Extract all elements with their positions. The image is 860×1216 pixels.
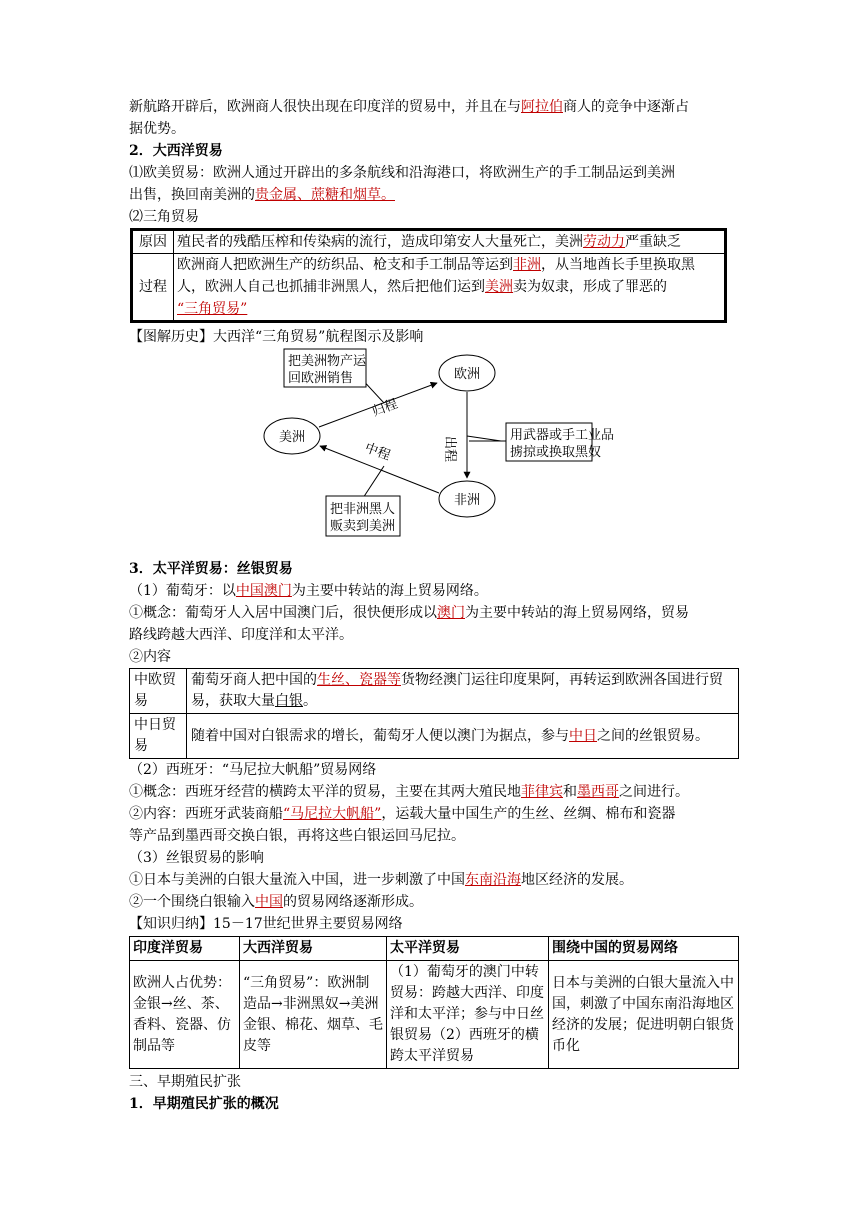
highlight-philippines: 菲律宾 (521, 784, 563, 800)
section-pacific-title: 3．太平洋贸易：丝银贸易 (129, 561, 293, 577)
summary-header: 大西洋贸易 (240, 937, 387, 961)
text: ，从当地酋长手里换取黑人，欧洲人自己也抓捕非洲黑人，然后把他们运到 (177, 257, 695, 295)
row-key-process: 过程 (132, 254, 174, 322)
text: 出售，换回南美洲的 (129, 187, 255, 203)
text: ①概念：西班牙经营的横跨太平洋的贸易，主要在其两大殖民地 (129, 784, 521, 800)
text: 。 (303, 693, 317, 709)
label-out: 出程 (442, 436, 457, 463)
text: ②一个围绕白银输入 (129, 894, 255, 910)
next-section-subheading: 1．早期殖民扩张的概况 (129, 1096, 279, 1112)
text: 欧洲商人把欧洲生产的纺织品、枪支和手工制品等运到 (177, 257, 513, 273)
text: 的贸易网络逐渐形成。 (283, 894, 423, 910)
summary-title: 【知识归纳】15－17世纪世界主要贸易网络 (129, 916, 403, 932)
label-middle: 中程 (362, 440, 393, 464)
summary-header: 太平洋贸易 (387, 937, 549, 961)
highlight-manila-galleon: “马尼拉大帆船” (283, 806, 382, 822)
highlight-america: 美洲 (485, 279, 513, 295)
summary-cell-atlantic: “三角贸易”：欧洲制造品→非洲黑奴→美洲金银、棉花、烟草、毛皮等 (240, 961, 387, 1069)
highlight-silver: 白银 (275, 693, 303, 709)
row-value-cause (174, 230, 726, 254)
intro-line2: 据优势。 (129, 121, 185, 137)
highlight-arab: 阿拉伯 (521, 99, 563, 115)
text: 地区经济的发展。 (521, 872, 633, 888)
box-out-line1: 用武器或手工业品 (510, 428, 615, 443)
summary-header: 围绕中国的贸易网络 (549, 937, 739, 961)
euro-america-trade-line2 (129, 184, 739, 206)
leader-middle (363, 466, 384, 498)
row-value-china-japan (187, 714, 739, 759)
portugal-line (129, 580, 739, 602)
triangle-trade-title: ⑵三角贸易 (129, 209, 199, 225)
text: 为主要中转站的海上贸易网络，贸易 (465, 605, 689, 621)
summary-cell-indian-ocean: 欧洲人占优势：金银→丝、茶、香料、瓷器、仿制品等 (130, 961, 240, 1069)
summary-row (130, 961, 739, 1069)
next-section-heading: 三、早期殖民扩张 (129, 1074, 241, 1090)
box-return-line2: 回欧洲销售 (288, 371, 354, 386)
text: （1）葡萄牙：以 (129, 583, 236, 599)
text: 殖民者的残酷压榨和传染病的流行，造成印第安人大量死亡，美洲 (177, 234, 583, 250)
highlight-china-japan: 中日 (569, 727, 597, 744)
text: ①日本与美洲的白银大量流入中国，进一步刺激了中国 (129, 872, 465, 888)
highlight-mexico: 墨西哥 (577, 784, 619, 800)
label-return: 归程 (370, 396, 400, 420)
box-middle-line2: 贩卖到美洲 (330, 519, 396, 534)
triangle-trade-table (130, 228, 727, 323)
text: ②内容：西班牙武装商船 (129, 806, 283, 822)
highlight-triangle: “三角贸易” (177, 301, 248, 317)
text: ①概念：葡萄牙人入居中国澳门后，很快便形成以 (129, 605, 437, 621)
intro-text: 商人的竞争中逐渐占 (563, 99, 689, 115)
row-key-china-europe: 中欧贸易 (130, 669, 187, 714)
table-row (132, 230, 726, 254)
spain-title: （2）西班牙：“马尼拉大帆船”贸易网络 (129, 762, 377, 778)
summary-table (129, 936, 739, 1069)
node-africa-label: 非洲 (453, 493, 481, 508)
highlight-southeast-coast: 东南沿海 (465, 872, 521, 888)
diagram-svg (264, 348, 615, 558)
spain-content-line2: 等产品到墨西哥交换白银，再将这些白银运回马尼拉。 (129, 828, 465, 844)
summary-cell-china-network: 日本与美洲的白银大量流入中国，刺激了中国东南沿海地区经济的发展；促进明朝白银货币化 (549, 961, 739, 1069)
highlight-macau: 澳门 (437, 605, 465, 621)
text: 卖为奴隶，形成了罪恶的 (513, 279, 667, 295)
summary-header-row (130, 937, 739, 961)
impact-line2 (129, 891, 739, 913)
text: 为主要中转站的海上贸易网络。 (291, 583, 488, 599)
row-key-china-japan: 中日贸易 (130, 714, 187, 759)
portugal-content-title: ②内容 (129, 649, 171, 665)
summary-header: 印度洋贸易 (130, 937, 240, 961)
impact-title: （3）丝银贸易的影响 (129, 850, 264, 866)
highlight-macau-china: 中国澳门 (235, 583, 292, 599)
text: 和 (563, 784, 577, 800)
row-value-process (174, 254, 726, 322)
text: ，运载大量中国生产的生丝、丝绸、棉布和瓷器 (381, 806, 676, 822)
highlight-silk-porcelain: 生丝、瓷器等 (317, 672, 401, 688)
portugal-concept-line2: 路线跨越大西洋、印度洋和太平洋。 (129, 627, 353, 643)
table-row (130, 714, 739, 759)
text: 之间的丝银贸易。 (597, 727, 709, 744)
figure-title: 【图解历史】大西洋“三角贸易”航程图示及影响 (129, 329, 424, 345)
portugal-trade-table (129, 668, 739, 759)
table-row (132, 254, 726, 322)
intro-text: 新航路开辟后，欧洲商人很快出现在印度洋的贸易中，并且在与 (129, 99, 521, 115)
spain-content-line1 (129, 803, 739, 825)
section-atlantic-title: 2．大西洋贸易 (129, 143, 223, 159)
text: 随着中国对白银需求的增长，葡萄牙人便以澳门为据点，参与 (191, 727, 569, 744)
table-row (130, 669, 739, 714)
text: 货物经澳门运往印度果阿，再转运到欧洲各国进行贸易，获取大量 (191, 672, 723, 709)
euro-america-trade-line1: ⑴欧美贸易：欧洲人通过开辟出的多条航线和沿海港口，将欧洲生产的手工制品运到美洲 (129, 165, 675, 181)
box-middle-line1: 把非洲黑人 (330, 502, 396, 517)
highlight-africa: 非洲 (513, 257, 541, 273)
spain-concept (129, 781, 739, 803)
text: 葡萄牙商人把中国的 (191, 672, 317, 688)
portugal-concept-line1 (129, 602, 739, 624)
row-value-china-europe (187, 669, 739, 714)
node-europe-label: 欧洲 (453, 367, 481, 382)
triangle-trade-diagram (129, 348, 739, 558)
page-content (129, 96, 739, 1115)
box-return-line1: 把美洲物产运 (288, 354, 367, 369)
highlight-goods: 贵金属、蔗糖和烟草。 (255, 187, 395, 203)
highlight-china: 中国 (255, 894, 283, 910)
leader-out-tip (467, 436, 501, 441)
summary-cell-pacific: （1）葡萄牙的澳门中转贸易：跨越大西洋、印度洋和太平洋；参与中日丝银贸易（2）西班牙的横跨太平洋贸易 (387, 961, 549, 1069)
row-key-cause: 原因 (132, 230, 174, 254)
text: 严重缺乏 (625, 234, 681, 250)
text: 之间进行。 (619, 784, 689, 800)
impact-line1 (129, 869, 739, 891)
box-out-line2: 掳掠或换取黑奴 (510, 445, 602, 460)
intro-paragraph (129, 96, 739, 118)
highlight-labor: 劳动力 (583, 234, 625, 250)
node-america-label: 美洲 (278, 430, 306, 445)
